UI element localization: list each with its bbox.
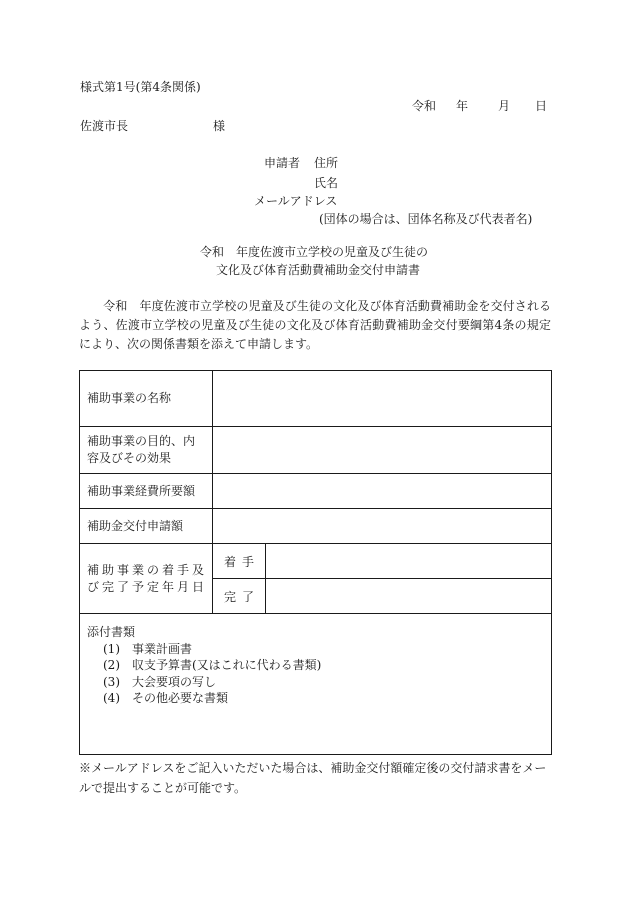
list-item: (4) その他必要な書類 bbox=[103, 691, 229, 705]
attachments-title: 添付書類 bbox=[87, 625, 136, 639]
date-month: 月 bbox=[498, 99, 511, 113]
purpose-field[interactable] bbox=[213, 427, 551, 473]
addressee bbox=[80, 119, 226, 133]
project-name-field[interactable] bbox=[213, 371, 551, 426]
applicant-address-label: 住所 bbox=[314, 156, 339, 170]
body-text: 令和 年度佐渡市立学校の児童及び生徒の文化及び体育活動費補助金を交付されるよう、佐渡市立学校の児童及び生徒の文化及び体育活動費補助金交付要綱第4条の規定により、次の関係書類を添えて申請します。 bbox=[79, 299, 551, 351]
document-title-line-2: 文化及び体育活動費補助金交付申請書 bbox=[216, 263, 421, 277]
row-label: 補助事業経費所要額 bbox=[80, 474, 213, 508]
document-title-line-1: 令和 年度佐渡市立学校の児童及び生徒の bbox=[200, 245, 429, 259]
row-label: 補助事業の名称 bbox=[80, 371, 213, 426]
date-day: 日 bbox=[535, 99, 548, 113]
form-number: 様式第1号(第4条関係) bbox=[80, 80, 201, 94]
row-label: 補助事業の目的、内容及びその効果 bbox=[80, 427, 213, 473]
period-start-field[interactable] bbox=[266, 544, 551, 578]
list-item: (1) 事業計画書 bbox=[103, 641, 193, 656]
list-item: (3) 大会要項の写し bbox=[103, 674, 217, 689]
applicant-email-label: メールアドレス bbox=[254, 194, 338, 208]
addressee-name: 佐渡市長 bbox=[80, 119, 129, 133]
applicant-label: 申請者 bbox=[264, 156, 301, 170]
date-line bbox=[412, 100, 547, 112]
period-end-row bbox=[213, 579, 551, 613]
applicant-note: (団体の場合は、団体名称及び代表者名) bbox=[319, 212, 533, 226]
row-label: 補助金交付申請額 bbox=[80, 509, 213, 543]
attachments-section bbox=[80, 614, 551, 754]
table-row-requested-amount bbox=[80, 509, 551, 544]
body-paragraph bbox=[79, 297, 551, 354]
table-row-purpose bbox=[80, 427, 551, 474]
requested-amount-field[interactable] bbox=[213, 509, 551, 543]
period-start-row bbox=[213, 544, 551, 579]
period-end-field[interactable] bbox=[266, 579, 551, 613]
period-end-label: 完了 bbox=[213, 579, 266, 613]
applicant-name-label: 氏名 bbox=[314, 176, 339, 190]
required-cost-field[interactable] bbox=[213, 474, 551, 508]
table-row-period bbox=[80, 544, 551, 614]
period-start-label: 着手 bbox=[213, 544, 266, 578]
row-label: 補助事業の着手及び完了予定年月日 bbox=[80, 544, 213, 613]
table-row-project-name bbox=[80, 371, 551, 427]
date-year: 年 bbox=[456, 99, 469, 113]
addressee-suffix: 様 bbox=[213, 119, 226, 133]
date-era: 令和 bbox=[412, 99, 437, 113]
table-row-required-cost bbox=[80, 474, 551, 509]
list-item: (2) 収支予算書(又はこれに代わる書類) bbox=[103, 658, 322, 672]
footnote: ※メールアドレスをご記入いただいた場合は、補助金交付額確定後の交付請求書をメールで提出することが可能です。 bbox=[79, 761, 547, 795]
application-table bbox=[79, 370, 552, 755]
